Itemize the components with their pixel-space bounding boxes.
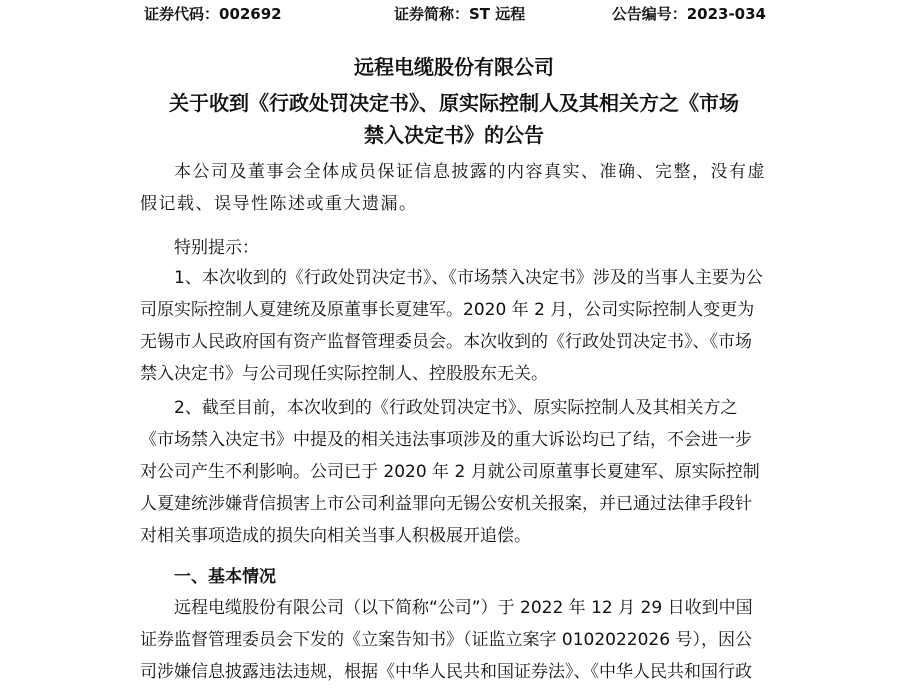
document-header: [144, 3, 766, 27]
stock-short-name: 证券简称：ST 远程: [394, 5, 526, 23]
notice-title-line-2: 禁入决定书》的公告: [364, 123, 544, 147]
stock-code: 证券代码：002692: [144, 5, 282, 23]
notice-title-line-1: 关于收到《行政处罚决定书》、原实际控制人及其相关方之《市场: [169, 91, 739, 115]
board-statement: 本公司及董事会全体成员保证信息披露的内容真实、准确、完整，没有虚假记载、误导性陈述或重大遗漏。: [140, 162, 766, 214]
notice-number: 公告编号：2023-034: [611, 5, 766, 23]
section-body-basic: 远程电缆股份有限公司（以下简称“公司”）于 2022 年 12 月 29 日收到中国证券监督管理委员会下发的《立案告知书》（证监立案字 0102022026 号），因公司涉嫌信息披露违法违规，根据《中华人民共和国证券法》、《中华人民共和国行政: [140, 598, 753, 682]
special-notice-item-2: 2、截至目前，本次收到的《行政处罚决定书》、原实际控制人及其相关方之《市场禁入决定书》中提及的相关违法事项涉及的重大诉讼均已了结，不会进一步对公司产生不利影响。公司已于 2020 年 2 月就公司原董事长夏建军、原实际控制人夏建统涉嫌背信损害上市公司利益罪向无锡公安机关报案，并已通过法律手段针对相关事项造成的损失向相关当事人积极展开追偿。: [140, 398, 760, 546]
notice-title: [130, 87, 778, 151]
special-notice-heading: 特别提示：: [174, 238, 259, 258]
company-title: 远程电缆股份有限公司: [354, 55, 554, 79]
special-notice-item-1: 1、本次收到的《行政处罚决定书》、《市场禁入决定书》涉及的当事人主要为公司原实际控制人夏建统及原董事长夏建军。2020 年 2 月，公司实际控制人变更为无锡市人民政府国有资产监督管理委员会。本次收到的《行政处罚决定书》、《市场禁入决定书》与公司现任实际控制人、控股股东无关。: [140, 268, 763, 384]
section-heading-basic: 一、基本情况: [174, 567, 276, 587]
